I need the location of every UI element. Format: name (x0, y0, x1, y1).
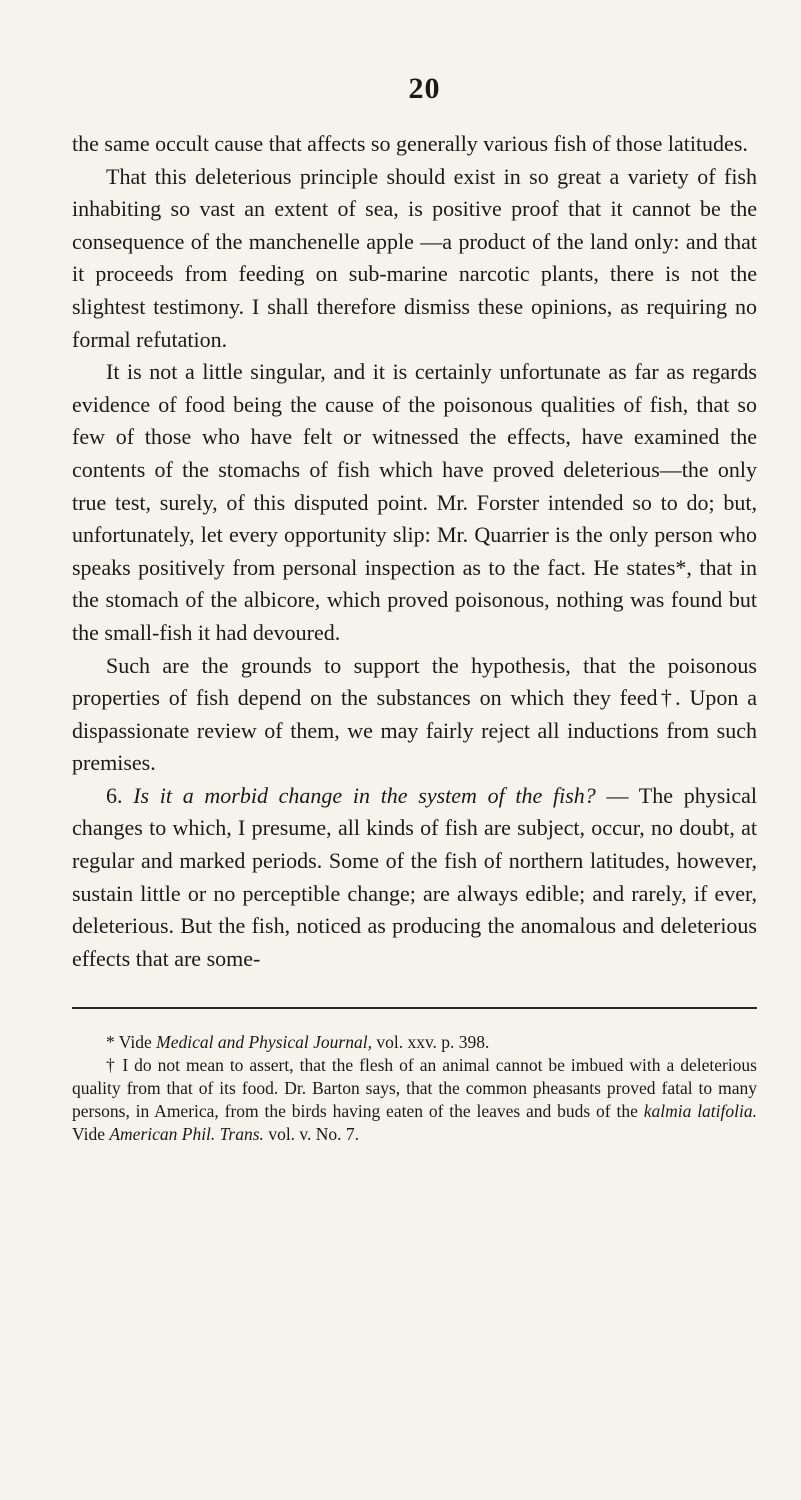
footnote-2-plant: kalmia latifolia. (643, 1101, 757, 1122)
page-number: 20 (408, 72, 441, 105)
paragraph-deleterious-principle: That this deleterious principle should exist in so great a variety of fish inhabiting so vast an extent of sea, is positive proof that it cannot be the consequence of the manchenelle apple —a product of the land only: and that it proceeds from feeding on sub-marine narcotic plants, there is not the slightest testimony. I shall therefore dismiss these opinions, as requiring no formal refutation. (72, 163, 757, 352)
footnote-1: * Vide Medical and Physical Journal, vol. xxv. p. 398. (106, 1032, 490, 1053)
section-number: 6. (106, 782, 123, 808)
paragraph-section-6 (72, 780, 757, 976)
footnote-2: † I do not mean to assert, that the flesh of an animal cannot be imbued with a deleterious quality from that of its food. Dr. Barton says, that the common pheasants proved fatal to many persons, in America, from the birds having eaten of the leaves and buds of the kalmia latifolia. Vide American Phil. Trans. vol. v. No. 7. (72, 1055, 757, 1145)
footnotes (72, 1031, 757, 1146)
paragraph-stomach-contents: It is not a little singular, and it is certainly unfortunate as far as regards evidence of food being the cause of the poisonous qualities of fish, that so few of those who have felt or witnessed the effects, have examined the contents of the stomachs of fish which have proved deleterious—the only true test, surely, of this disputed point. Mr. Forster intended so to do; but, unfortunately, let every opportunity slip: Mr. Quarrier is the only person who speaks positively from personal inspection as to the fact. He states*, that in the stomach of the albicore, which proved poisonous, nothing was found but the small-fish it had devoured. (72, 359, 757, 645)
section-text: — The physical changes to which, I presume, all kinds of fish are subject, occur, no doubt, at regular and marked periods. Some of the fish of northern latitudes, however, sustain little or no perceptible change; are always edible; and rarely, if ever, deleterious. But the fish, noticed as producing the anomalous and deleterious effects that are some- (72, 782, 758, 971)
section-question: Is it a morbid change in the system of the fish? (133, 782, 596, 808)
footnote-1-journal: Medical and Physical Journal, (156, 1032, 372, 1053)
paragraph-continuation: the same occult cause that affects so generally various fish of those latitudes. (72, 131, 748, 156)
footnote-2-journal: American Phil. Trans. (109, 1124, 264, 1145)
footnote-divider (72, 1007, 757, 1009)
paragraph-hypothesis: Such are the grounds to support the hypothesis, that the poisonous properties of fish depend on the substances on which they feed†. Upon a dispassionate review of them, we may fairly reject all inductions from such premises. (72, 652, 757, 776)
body-text (72, 128, 757, 975)
